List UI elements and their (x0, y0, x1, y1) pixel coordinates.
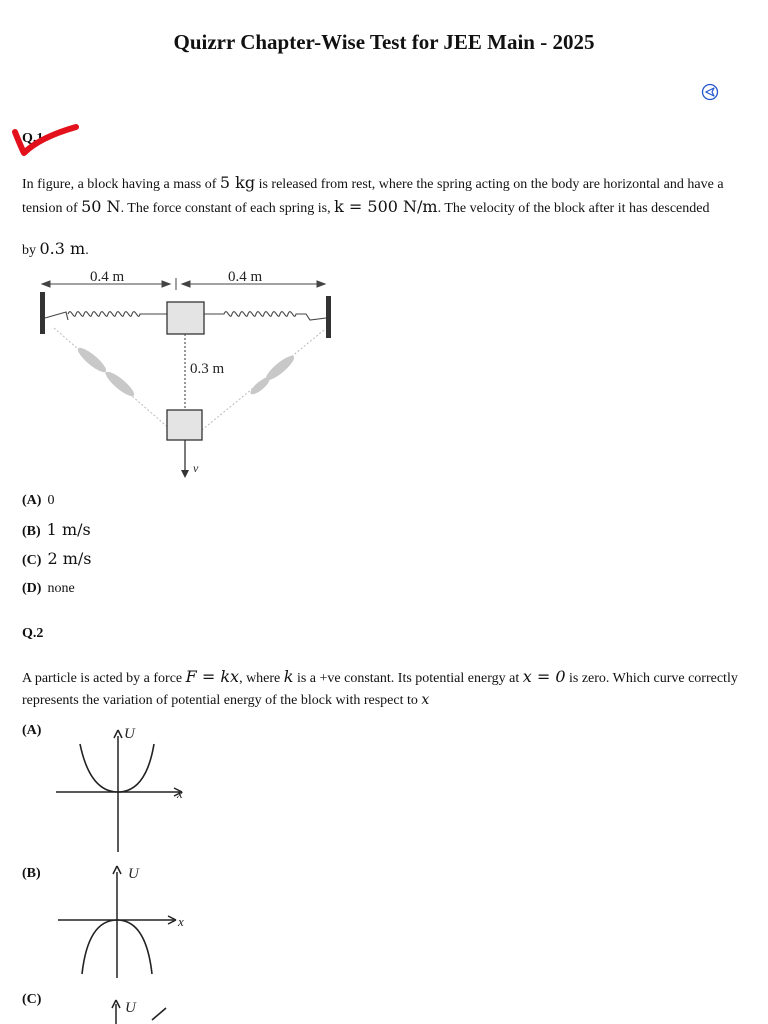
graph-b-x-label: x (178, 914, 184, 929)
question-1-text-continued: by 0.3 m. (22, 239, 89, 258)
page-title: Quizrr Chapter-Wise Test for JEE Main - 2025 (173, 30, 595, 54)
q1-option-d[interactable]: (D) none (22, 581, 75, 596)
q1-option-b[interactable]: (B) 1 m/s (22, 520, 91, 539)
drop-label: 0.3 m (190, 361, 225, 377)
share-icon[interactable] (701, 83, 719, 101)
spring-block-figure (28, 262, 348, 484)
block-final (167, 410, 202, 440)
question-2-label: Q.2 (22, 626, 44, 641)
graph-c-y-label: U (125, 1000, 136, 1016)
right-length-label: 0.4 m (228, 269, 263, 285)
question-2-text: A particle is acted by a force F = kx, where k is a +ve constant. Its potential energy at x = 0 is zero. Which curve correctly represents the variation of potential energy of the block with respect to x (22, 667, 738, 708)
left-length-label: 0.4 m (90, 269, 125, 285)
q1-option-c[interactable]: (C) 2 m/s (22, 549, 92, 568)
right-wall (326, 296, 331, 338)
velocity-label: v (193, 461, 199, 475)
question-1-label: Q.1 (22, 131, 44, 146)
q1-option-a[interactable]: (A) 0 (22, 493, 55, 508)
stretched-spring-coils (75, 345, 297, 400)
dimension-lines (42, 278, 325, 290)
question-1-text: In figure, a block having a mass of 5 kg is released from rest, where the spring acting on the body are horizontal and have a tension of 50 N. The force constant of each spring is, k = 500 N/m. The velocity of the block after it has descended (22, 173, 724, 216)
q2-option-c[interactable]: (C) (22, 992, 42, 1007)
graph-option-a (50, 724, 200, 854)
graph-a-y-label: U (124, 726, 135, 742)
block-initial (167, 302, 204, 334)
graph-option-c (100, 996, 180, 1024)
checkmark-icon (10, 118, 82, 160)
left-wall (40, 292, 45, 334)
graph-option-b (50, 862, 200, 982)
q2-option-a[interactable]: (A) (22, 723, 42, 738)
graph-b-y-label: U (128, 866, 139, 882)
graph-a-x-label: x (177, 786, 183, 801)
q2-option-b[interactable]: (B) (22, 866, 41, 881)
